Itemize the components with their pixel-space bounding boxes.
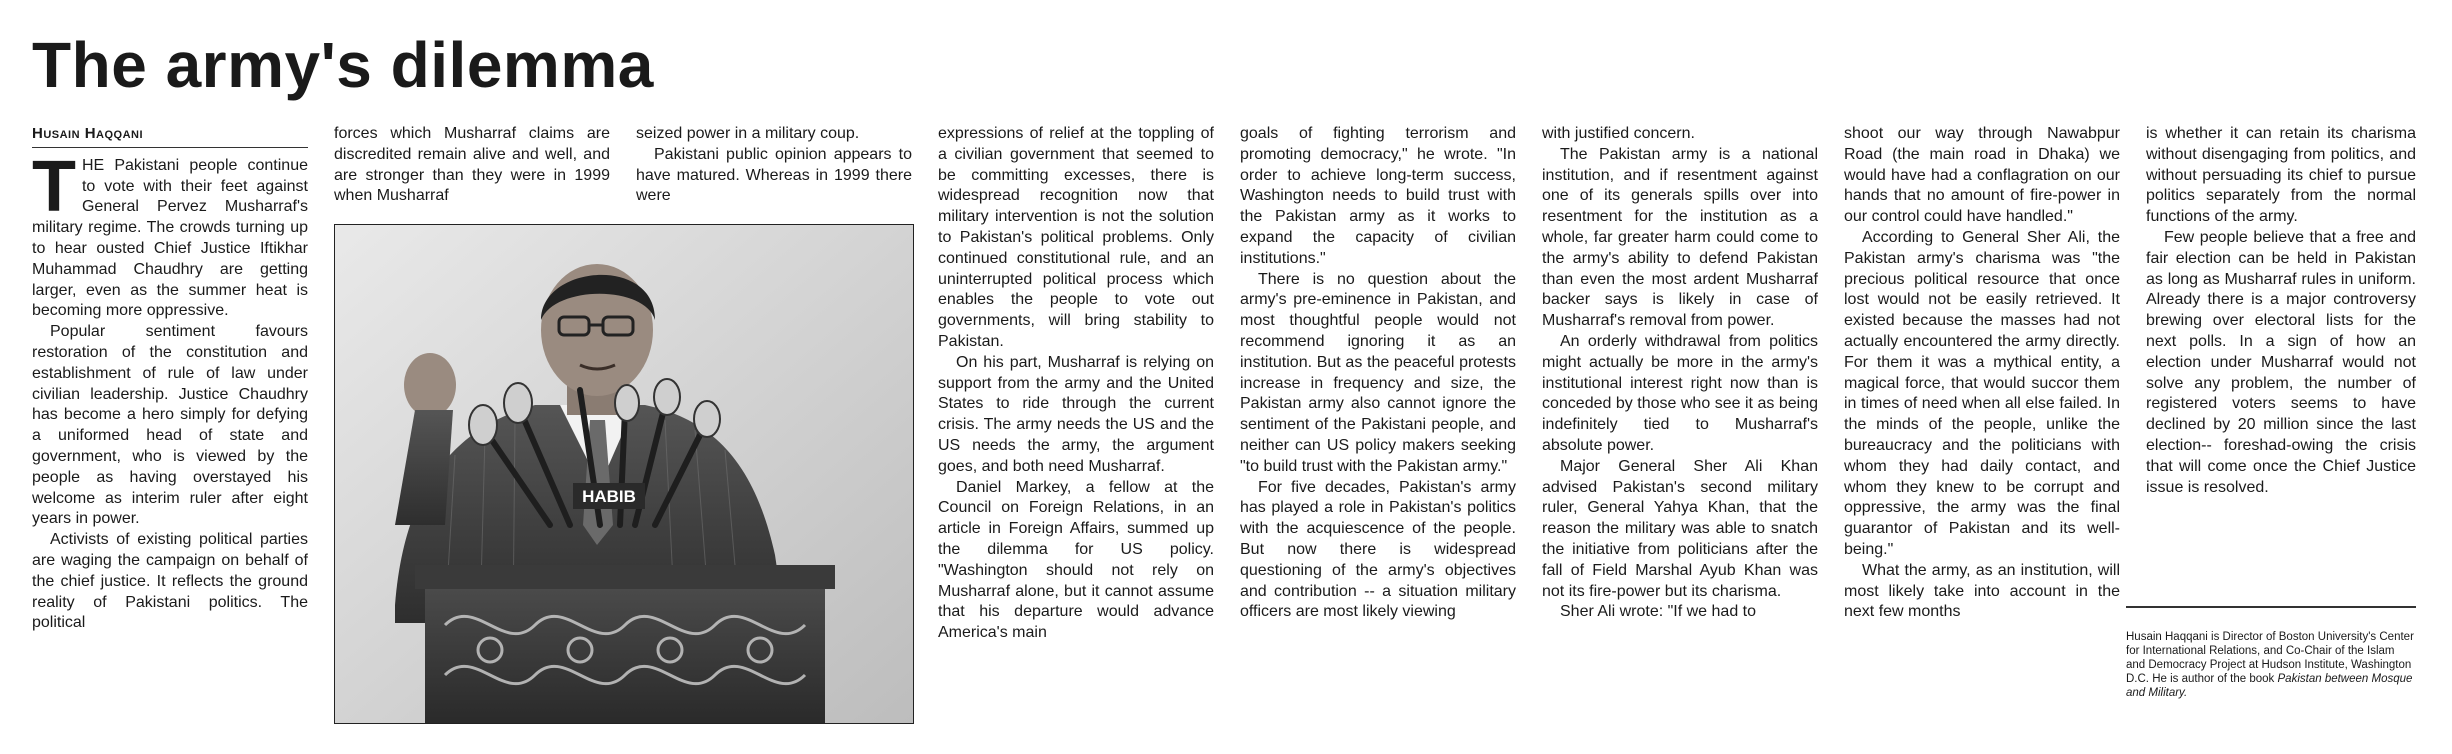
article-photo [334,224,914,724]
article-column-4 [938,124,1214,644]
article-paragraph: shoot our way through Nawabpur Road (the main road in Dhaka) we would have had a conflagration on our hands that no amount of fire-power in our control could have handled." [1844,125,2120,226]
article-paragraph: Pakistani public opinion appears to have matured. Whereas in 1999 there were [636,145,912,205]
article-column-8 [2146,124,2416,498]
article-column-5 [1240,124,1516,623]
article-paragraph: forces which Musharraf claims are discredited remain alive and well, and are stronger than they were in 1999 when Musharraf [334,125,610,205]
article-paragraph: For five decades, Pakistan's army has played a role in Pakistan's politics with the acquiescence of the people. But now there is widespread questioning of the army's objectives and contribution -- a situation military officers are most likely viewing [1240,478,1516,621]
photo-musharraf-podium [335,225,913,723]
byline: Husain Haqqani [32,124,308,148]
bio-divider [2126,606,2416,608]
article-paragraph: What the army, as an institution, will most likely take into account in the next few months [1844,561,2120,621]
drop-cap: T [32,146,76,227]
article-column-7 [1844,124,2120,623]
article-paragraph: HE Pakistani people continue to vote with their feet against General Pervez Musharraf's military regime. The crowds turning up to hear ousted Chief Justice Iftikhar Muhammad Chaudhry are getting larger, even as the summer heat is becoming more oppressive. [32,156,308,320]
article-paragraph: An orderly withdrawal from politics might actually be more in the army's institutional interest right now than is conceded by those who see it as being indefinitely tied to Musharraf's absolute power. [1542,332,1818,454]
article-column-2 [334,124,610,207]
article-paragraph: with justified concern. [1542,125,1695,142]
article-column-1 [32,124,308,634]
article-column-3 [636,124,912,207]
article-paragraph: Daniel Markey, a fellow at the Council on Foreign Relations, in an article in Foreign Affairs, summed up the dilemma for US policy. "Washington should not rely on Musharraf alone, but it cannot assume that his departure would advance America's main [938,478,1214,642]
article-paragraph: Popular sentiment favours restoration of the constitution and establishment of rule of law under civilian leadership. Justice Chaudhry has become a hero simply for defying a uniformed head of state and government, who is viewed by the people as having overstayed his welcome as interim ruler after eight years in power. [32,323,308,528]
article-paragraph: The Pakistan army is a national institution, and if resentment against one of its generals spills over into resentment for the institution as a whole, far greater harm could come to the army's ability to defend Pakistan than even the most ardent Musharraf backer says is likely in case of Musharraf's removal from power. [1542,145,1818,330]
article-paragraph: is whether it can retain its charisma without disengaging from politics, and without persuading its chief to pursue politics separately from the normal functions of the army. [2146,125,2416,226]
article-paragraph: Activists of existing political parties are waging the campaign on behalf of the chief justice. It reflects the ground reality of Pakistani politics. The political [32,531,308,632]
article-paragraph: There is no question about the army's pre-eminence in Pakistan, and most thoughtful people would not recommend ignoring it as an institution. But as the peaceful protests increase in frequency and size, the Pakistan army also cannot ignore the sentiment of the Pakistani people, and neither can US policy makers seeking "to build trust with the Pakistan army." [1240,270,1516,475]
article-paragraph: seized power in a military coup. [636,125,860,142]
article-paragraph: According to General Sher Ali, the Pakistan army's charisma was "the precious political resource that once lost would not be easily retrieved. It existed because the masses had not actually encountered the army directly. For them it was a mythical entity, a magical force, that would succor them in times of need when all else failed. In the minds of the people, unlike the bureaucracy and the politicians with whom they had daily contact, and whom they knew to be corrupt and oppressive, the army was the final guarantor of Pakistan and its well-being." [1844,228,2120,558]
microphone-brand-label: HABIB [582,487,636,506]
article-paragraph: goals of fighting terrorism and promoting democracy," he wrote. "In order to achieve long-term success, Washington needs to build trust with the Pakistan army as it works to expand the capacity of civilian institutions." [1240,125,1516,267]
article-paragraph: expressions of relief at the toppling of a civilian government that seemed to be committing excesses, there is widespread recognition now that military intervention is not the solution to Pakistan's political problems. Only continued constitutional rule, and an uninterrupted political process which enables the people to vote out governments, will bring stability to Pakistan. [938,125,1214,350]
author-bio [2126,630,2416,700]
article-column-6 [1542,124,1818,623]
article-paragraph: Major General Sher Ali Khan advised Pakistan's second military ruler, General Yahya Khan, that the reason the military was able to snatch the initiative from politicians after the fall of Field Marshal Ayub Khan was not its fire-power but its charisma. [1542,457,1818,600]
article-paragraph: Sher Ali wrote: "If we had to [1560,603,1756,621]
article-paragraph: Few people believe that a free and fair election can be held in Pakistan as long as Musharraf rules in uniform. Already there is a major controversy brewing over electoral lists for the next polls. In a sign of how an election under Musharraf would not solve any problem, the number of registered voters seems to have declined by 20 million since the last election-- foreshad-owing the crisis that will come once the Chief Justice issue is resolved. [2146,228,2416,496]
headline: The army's dilemma [32,29,654,101]
author-book-title: Pakistan between Mosque and Military. [2126,673,2413,699]
article-paragraph: On his part, Musharraf is relying on support from the army and the United States to ride through the current crisis. The army needs the US and the US needs the army, the argument goes, and both need Musharraf. [938,353,1214,475]
author-bio-text: Husain Haqqani is Director of Boston University's Center for International Relations, and Co-Chair of the Islam and Democracy Project at Hudson Institute, Washington D.C. He is author of the book [2126,631,2414,685]
